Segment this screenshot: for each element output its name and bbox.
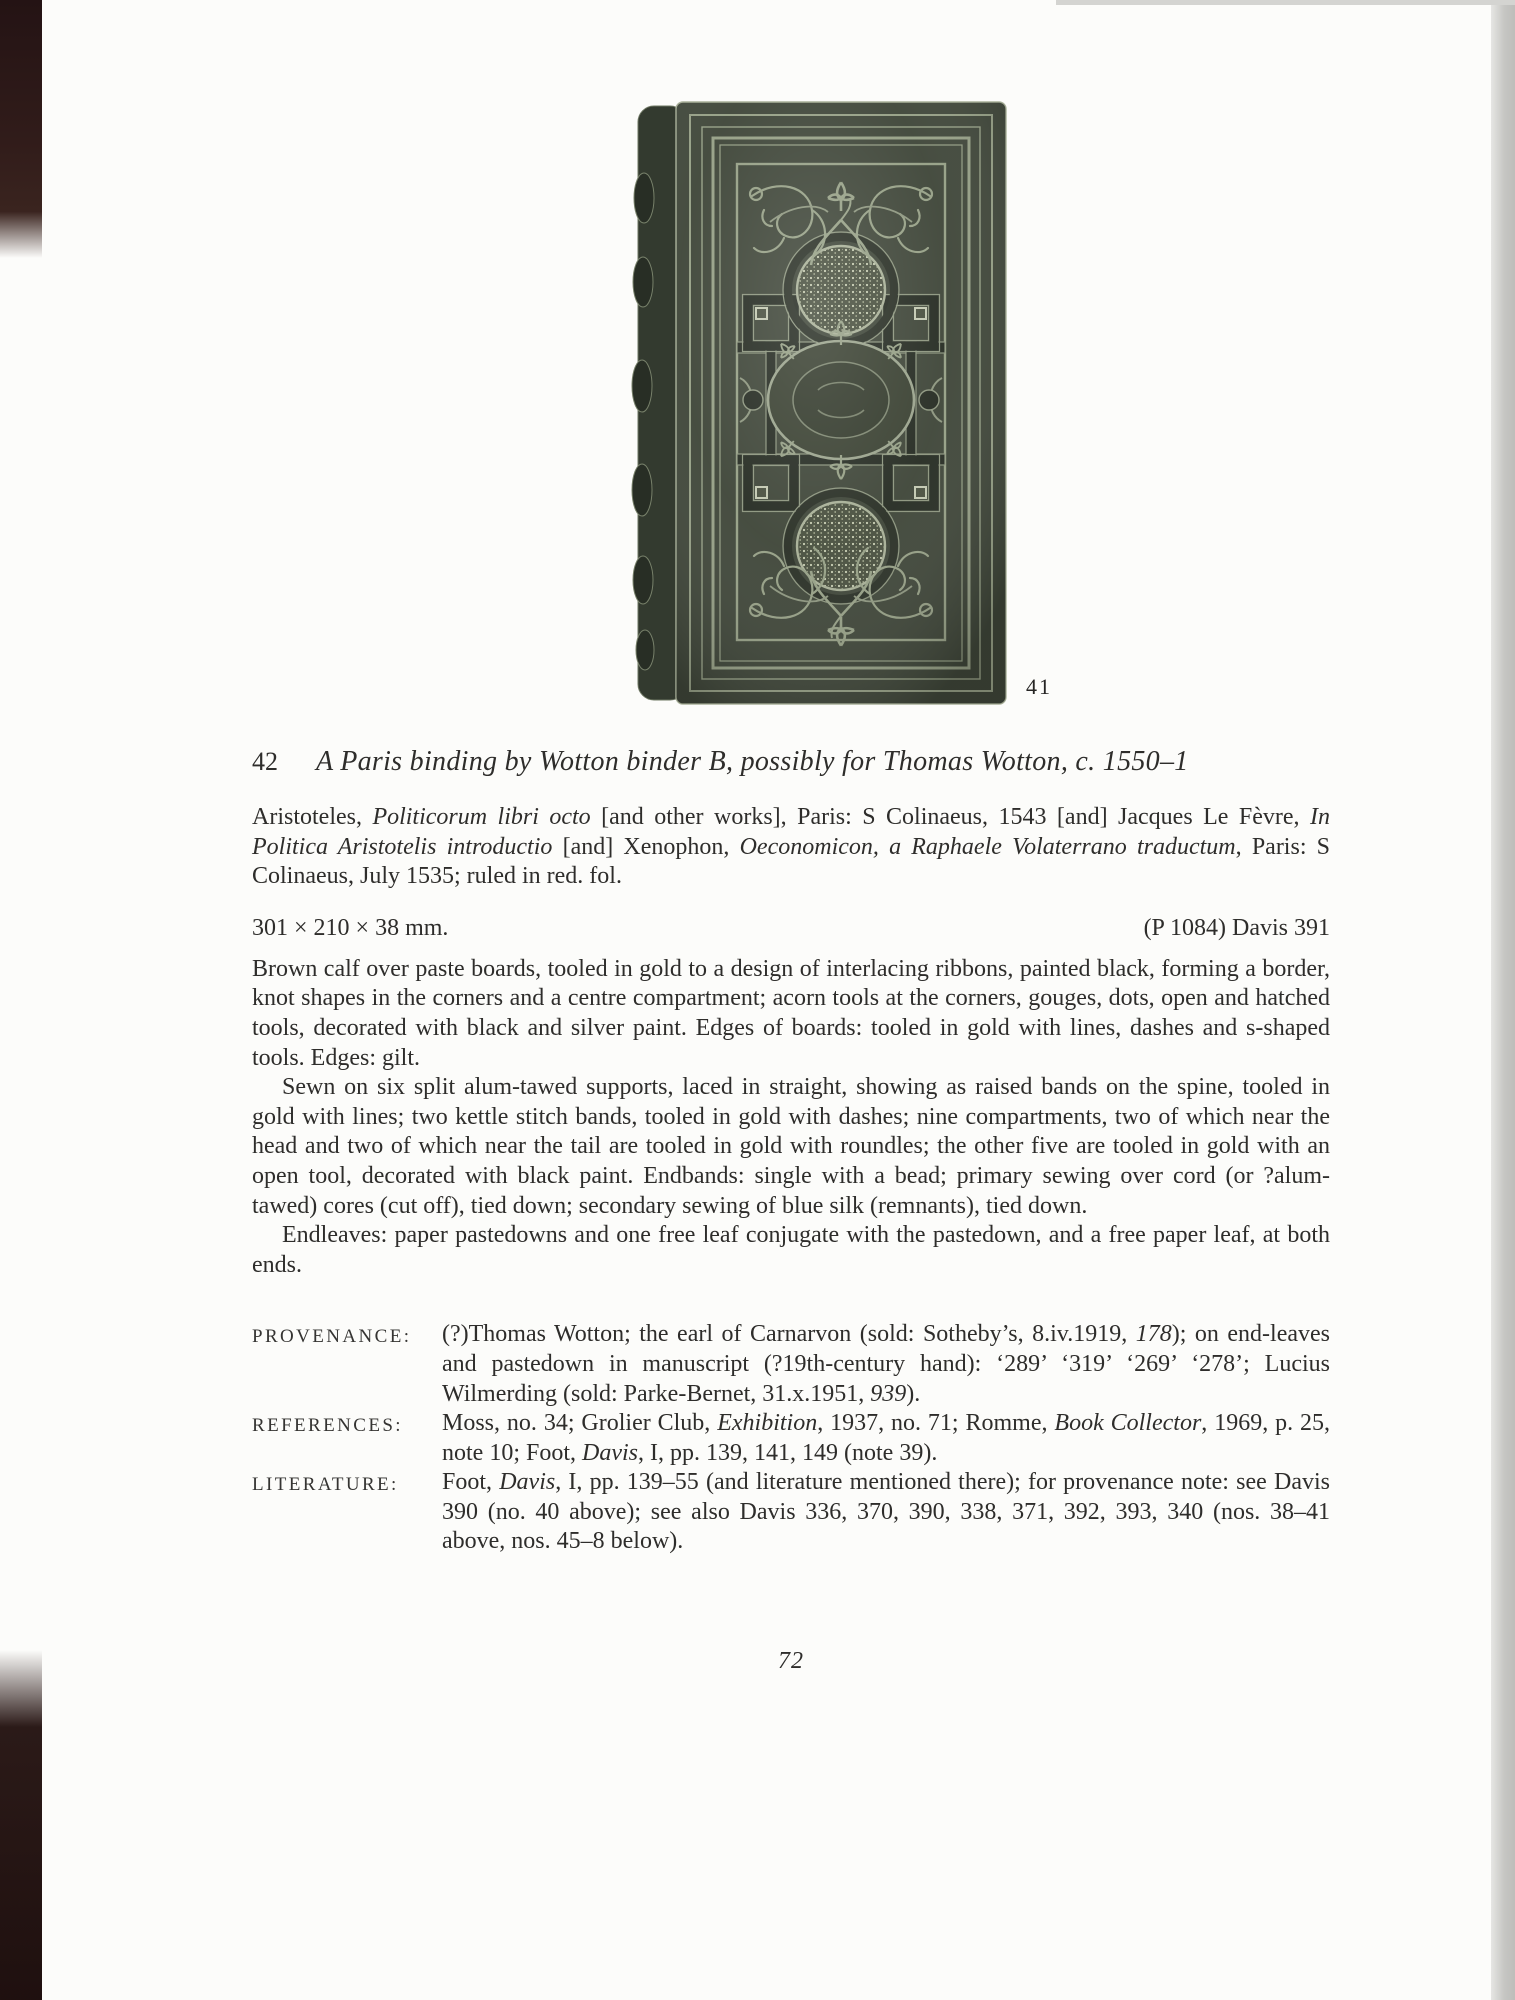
scan-edge-band-right: [1491, 0, 1515, 2000]
bibliographic-paragraph: Aristoteles, Politicorum libri octo [and other works], Paris: S Colinaeus, 1543 [and] Jacques Le Fèvre, In Politica Aristotelis introductio [and] Xenophon, Oeconomicon, a Raphaele Volaterrano traductum, Paris: S Colinaeus, July 1535; ruled in red. fol.: [252, 804, 1331, 890]
provenance-row: [252, 1320, 1330, 1409]
section-label: LITERATURE:: [252, 1474, 399, 1496]
entry-title: A Paris binding by Wotton binder B, possibly for Thomas Wotton, c. 1550–1: [316, 746, 1189, 777]
description-paragraph: Sewn on six split alum-tawed supports, laced in straight, showing as raised bands on the spine, tooled in gold with lines; two kettle stitch bands, tooled in gold with dashes; nine compartments, two of which near the head and two of which near the tail are tooled in gold with roundles; the other five are tooled in gold with an open tool, decorated with black paint. Endbands: single with a bead; primary sewing over cord (or ?alum-tawed) cores (cut off), tied down; secondary sewing of blue silk (remnants), tied down.: [252, 1074, 1330, 1219]
reference-code: (P 1084) Davis 391: [1143, 914, 1330, 941]
section-label: PROVENANCE:: [252, 1326, 412, 1348]
references-row: [252, 1409, 1330, 1468]
reference-sections: [252, 1320, 1330, 1557]
section-text: (?)Thomas Wotton; the earl of Carnarvon (sold: Sotheby’s, 8.iv.1919, 178); on end-leaves and pastedown in manuscript (?19th-century hand): ‘289’ ‘319’ ‘269’ ‘278’; Lucius Wilmerding (sold: Parke-Bernet, 31.x.1951, 939).: [442, 1321, 1330, 1407]
page-number: 72: [778, 1648, 804, 1674]
description-paragraph: Brown calf over paste boards, tooled in gold to a design of interlacing ribbons, painted black, forming a border, knot shapes in the corners and a centre compartment; acorn tools at the corners, gouges, dots, open and hatched tools, decorated with black and silver paint. Edges of boards: tooled in gold with lines, dashes and s-shaped tools. Edges: gilt.: [252, 955, 1330, 1071]
binding-description: [252, 955, 1330, 1281]
dimensions-line: [252, 913, 1330, 943]
scan-edge-line-top: [1056, 0, 1515, 5]
section-text: Moss, no. 34; Grolier Club, Exhibition, 1937, no. 71; Romme, Book Collector, 1969, p. 25, note 10; Foot, Davis, I, pp. 139, 141, 149 (note 39).: [442, 1410, 1331, 1466]
figure-caption: 41: [1026, 674, 1052, 699]
scan-gutter-strip-top: [0, 0, 42, 258]
binding-photo-figure: [620, 94, 1010, 712]
section-text: Foot, Davis, I, pp. 139–55 (and literature mentioned there); for provenance note: see Davis 390 (no. 40 above); see also Davis 336, 370, 390, 338, 371, 392, 393, 340 (nos. 38–41 above, nos. 45–8 below).: [442, 1469, 1330, 1555]
scan-gutter-strip-bottom: [0, 1650, 42, 2000]
section-label: REFERENCES:: [252, 1415, 403, 1437]
dimensions: 301 × 210 × 38 mm.: [252, 914, 449, 941]
front-cover: [676, 102, 1006, 704]
entry-heading: [252, 746, 1330, 778]
literature-row: [252, 1468, 1330, 1557]
entry-body: [252, 746, 1330, 1557]
description-paragraph: Endleaves: paper pastedowns and one free leaf conjugate with the pastedown, and a free paper leaf, at both ends.: [252, 1222, 1330, 1278]
binding-photo: [620, 94, 1010, 712]
entry-number: 42: [252, 747, 278, 776]
